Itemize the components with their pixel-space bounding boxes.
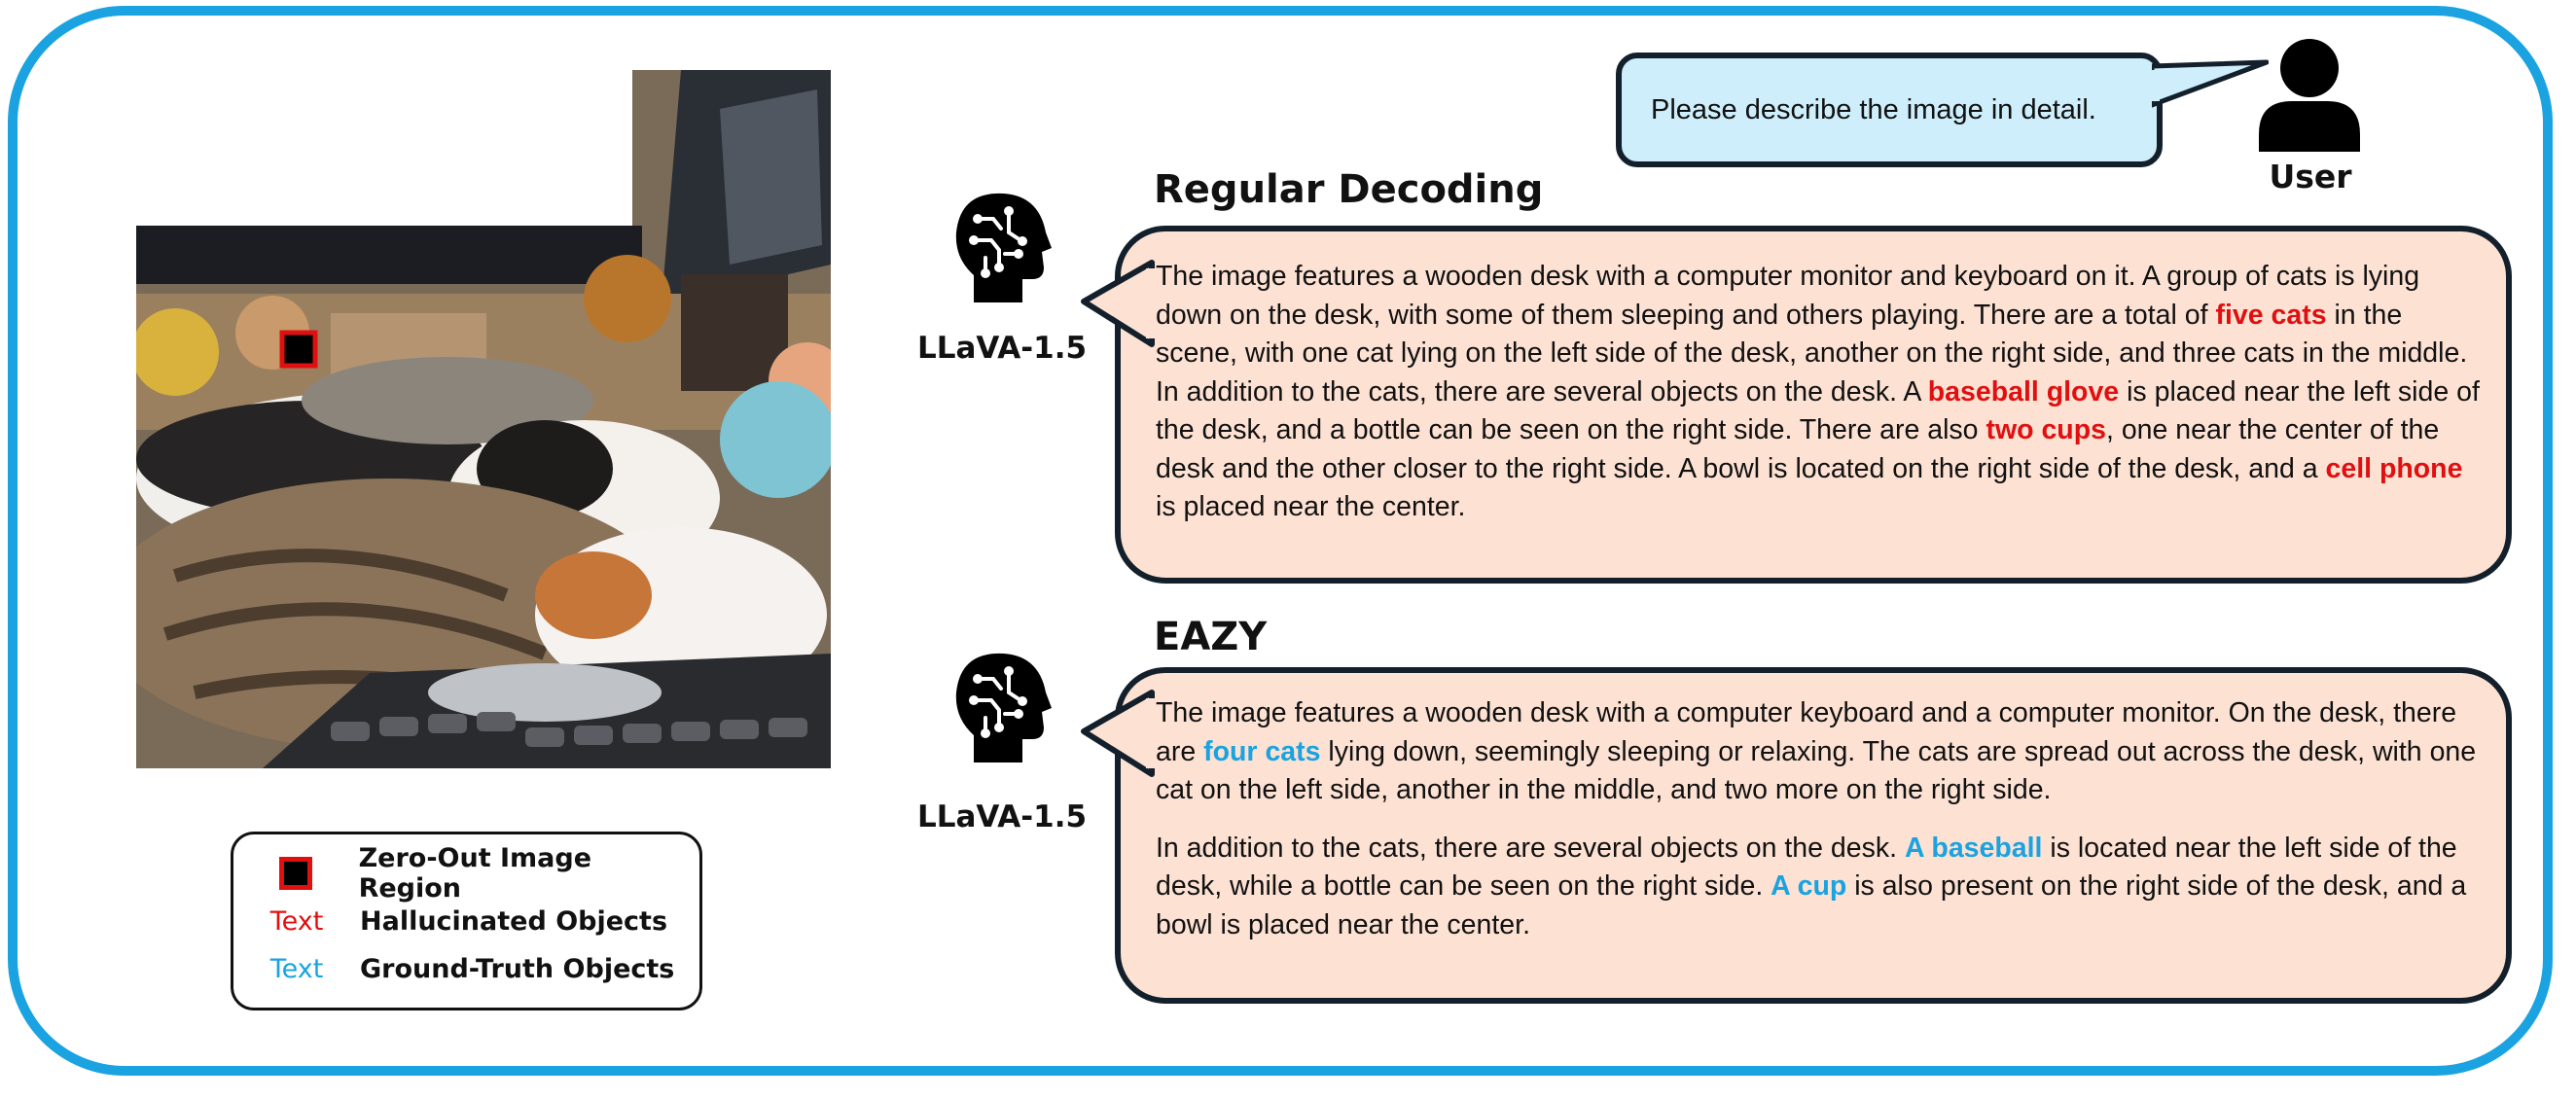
input-image [136,70,831,768]
response-text-eazy [1156,694,2488,944]
response-text-run: The image features a wooden desk with a computer keyboard and a computer monitor. On the desk, there are [1156,697,2457,767]
legend-label: Zero-Out Image Region [358,843,592,904]
speech-tail-icon [1078,685,1156,782]
ground-truth-object: A baseball [1904,832,2043,864]
section-title-eazy: EAZY [1154,615,1268,659]
legend-label: Ground-Truth Objects [360,953,675,984]
user-prompt-bubble [1616,53,2163,167]
response-paragraph [1156,830,2488,945]
legend-item-ground-truth [233,949,674,988]
response-text-run: The image features a wooden desk with a computer monitor and keyboard on it. A group of cats is lying down on the desk, with some of them sleeping and others playing. There are a total of [1156,261,2420,331]
response-text-run: , one near the center of the desk and the other closer to the right side. A bowl is located on the right side of the desk, and a [1156,414,2440,484]
legend-key-text: Text [269,953,324,984]
user-icon [2255,37,2364,152]
response-paragraph [1156,694,2488,810]
model-label: LLaVA-1.5 [916,799,1088,834]
response-text-run: is placed near the center. [1156,491,1466,522]
ground-truth-object: A cup [1771,870,1847,902]
response-text-run: is placed near the left side of the desk, and a bottle can be seen on the right side. There are also [1156,375,2480,445]
ai-brain-head-icon [948,650,1055,764]
ground-truth-object: four cats [1203,735,1321,767]
response-paragraph [1156,373,2488,527]
speech-tail-icon [2152,58,2269,117]
model-label: LLaVA-1.5 [916,331,1088,366]
legend-key-text: Text [269,905,324,937]
speech-tail-icon [1078,255,1156,352]
response-text-run: In addition to the cats, there are several objects on the desk. [1156,832,1905,864]
hallucinated-object: baseball glove [1927,375,2120,408]
user-label: User [2269,158,2352,195]
hallucinated-object: two cups [1986,414,2106,445]
section-title-regular: Regular Decoding [1154,167,1544,212]
response-text-run: in the scene, with one cat lying on the left side of the desk, another on the right side, and three cats in the middle. [1156,299,2468,369]
user-prompt-text: Please describe the image in detail. [1651,93,2096,125]
legend-item-zero-out [233,843,699,904]
response-text-regular [1156,258,2488,527]
zero-out-box-icon [279,857,312,890]
legend [231,832,702,1010]
response-text-run: is also present on the right side of the desk, and a bowl is placed near the center. [1156,870,2467,940]
hallucinated-object: five cats [2215,299,2327,331]
response-text-run: lying down, seemingly sleeping or relaxing. The cats are spread out across the desk, with one cat on the left side, another in the middle, and two more on the right side. [1156,735,2477,805]
ai-brain-head-icon [948,190,1055,304]
legend-item-hallucinated [233,902,667,940]
response-paragraph [1156,258,2488,373]
hallucinated-object: cell phone [2325,452,2463,484]
legend-label: Hallucinated Objects [360,905,668,937]
response-text-run: is located near the left side of the desk, while a bottle can be seen on the right side. [1156,832,2457,902]
response-text-run: In addition to the cats, there are several objects on the desk. A [1156,375,1928,408]
cats-on-desk-photo [136,70,831,768]
